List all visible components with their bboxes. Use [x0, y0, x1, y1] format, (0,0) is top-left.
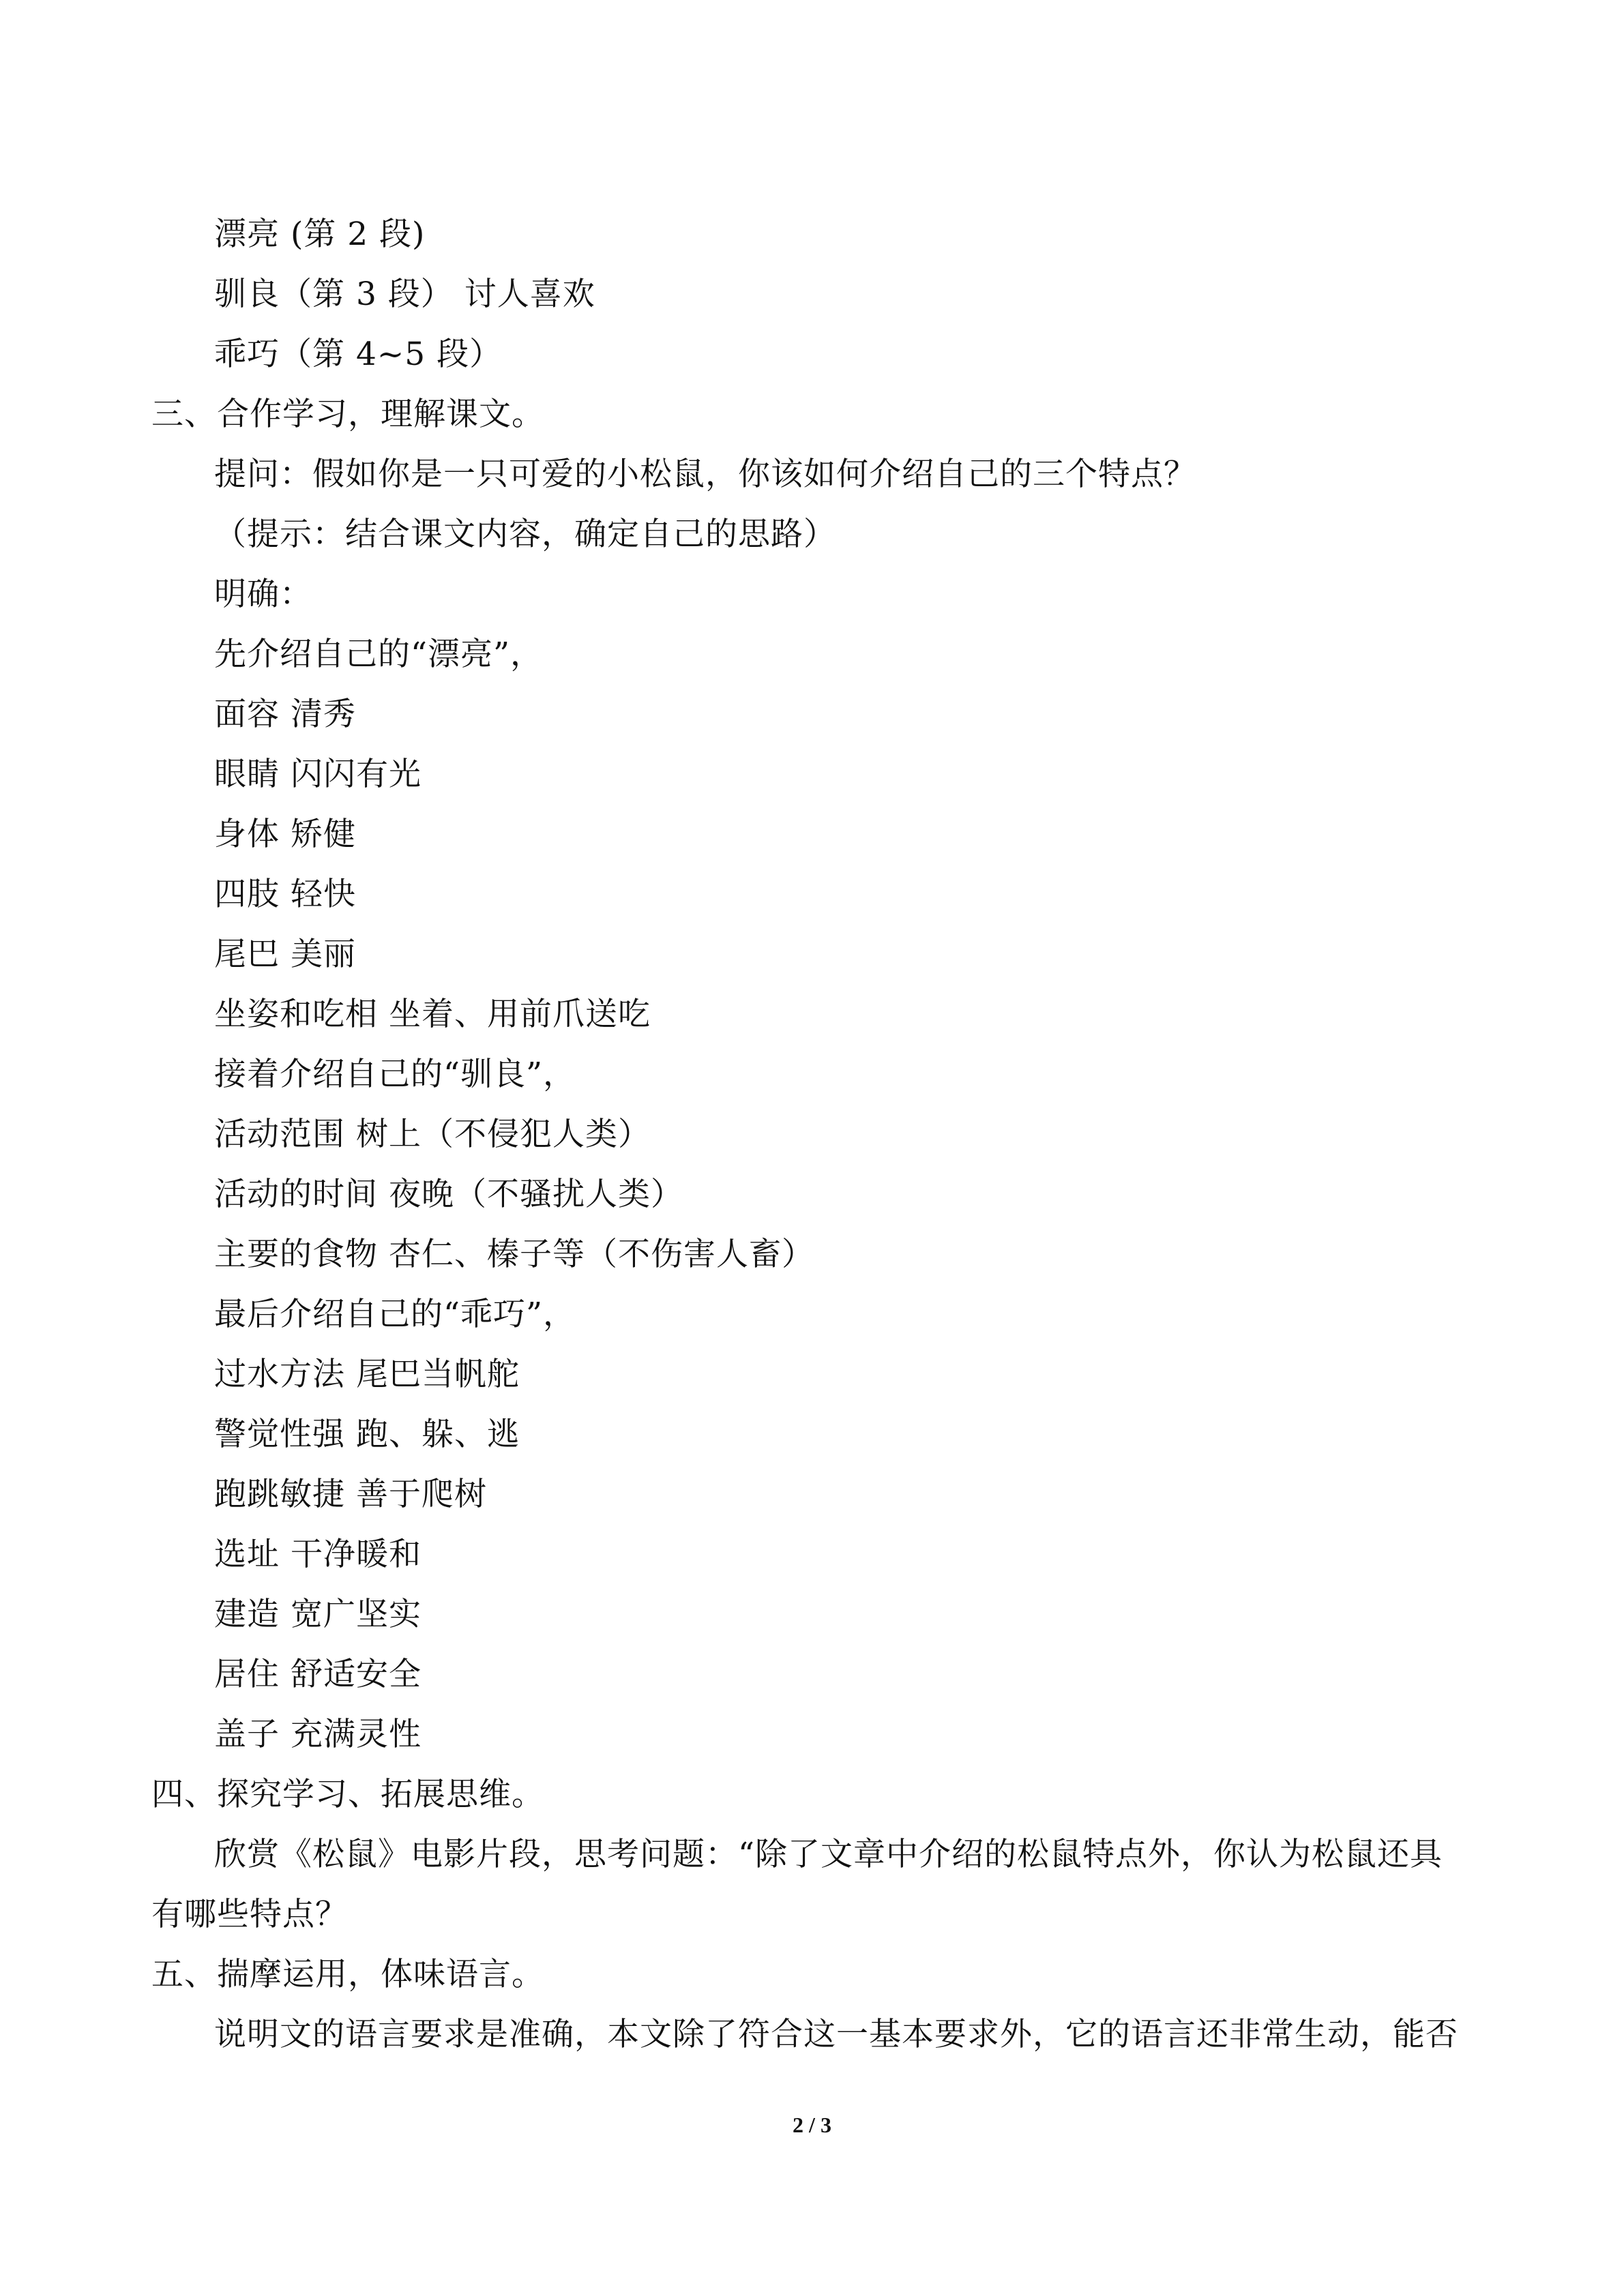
answer-line: 身体 矫健	[214, 816, 356, 853]
question-text: 提问：假如你是一只可爱的小松鼠，你该如何介绍自己的三个特点？	[214, 456, 1196, 493]
paragraph-line: 欣赏《松鼠》电影片段，思考问题：“除了文章中介绍的松鼠特点外，你认为松鼠还具	[214, 1836, 1443, 1873]
answer-line: 眼睛 闪闪有光	[214, 756, 422, 793]
section-heading-3: 三、合作学习，理解课文。	[151, 396, 544, 433]
page-number: 2 / 3	[793, 2113, 831, 2137]
answer-line: 面容 清秀	[214, 696, 356, 733]
answer-line: 坐姿和吃相 坐着、用前爪送吃	[214, 996, 651, 1033]
answer-line: 最后介绍自己的“乖巧”，	[214, 1296, 576, 1333]
outline-item: 乖巧（第 4~5 段）	[214, 336, 503, 373]
section-heading-5: 五、揣摩运用，体味语言。	[151, 1956, 544, 1993]
answer-line: 警觉性强 跑、躲、逃	[214, 1416, 520, 1453]
section-heading-4: 四、探究学习、拓展思维。	[151, 1776, 544, 1813]
answer-line: 尾巴 美丽	[214, 936, 356, 973]
answer-line: 接着介绍自己的“驯良”，	[214, 1056, 576, 1093]
document-body	[151, 205, 1475, 2065]
answer-line: 活动的时间 夜晚（不骚扰人类）	[214, 1176, 683, 1213]
answer-line: 主要的食物 杏仁、榛子等（不伤害人畜）	[214, 1236, 814, 1273]
answer-line: 四肢 轻快	[214, 876, 356, 913]
paragraph-line: 有哪些特点？	[151, 1896, 348, 1933]
paragraph-language	[151, 2005, 1475, 2065]
outline-item: 驯良（第 3 段） 讨人喜欢	[214, 275, 595, 313]
answer-line: 过水方法 尾巴当帆舵	[214, 1356, 520, 1393]
answer-label: 明确：	[214, 576, 312, 613]
answer-line: 居住 舒适安全	[214, 1656, 422, 1693]
answer-line: 建造 宽广坚实	[214, 1596, 422, 1633]
outline-item: 漂亮 (第 2 段)	[214, 215, 426, 253]
hint-text: （提示：结合课文内容，确定自己的思路）	[214, 516, 836, 553]
answer-line: 先介绍自己的“漂亮”，	[214, 636, 544, 673]
paragraph-explore	[151, 1825, 1475, 1945]
answer-line: 选址 干净暖和	[214, 1536, 422, 1573]
paragraph-line: 说明文的语言要求是准确，本文除了符合这一基本要求外，它的语言还非常生动，能否	[214, 2016, 1458, 2053]
answer-line: 跑跳敏捷 善于爬树	[214, 1476, 487, 1513]
answer-line: 活动范围 树上（不侵犯人类）	[214, 1116, 651, 1153]
answer-line: 盖子 充满灵性	[214, 1716, 422, 1753]
